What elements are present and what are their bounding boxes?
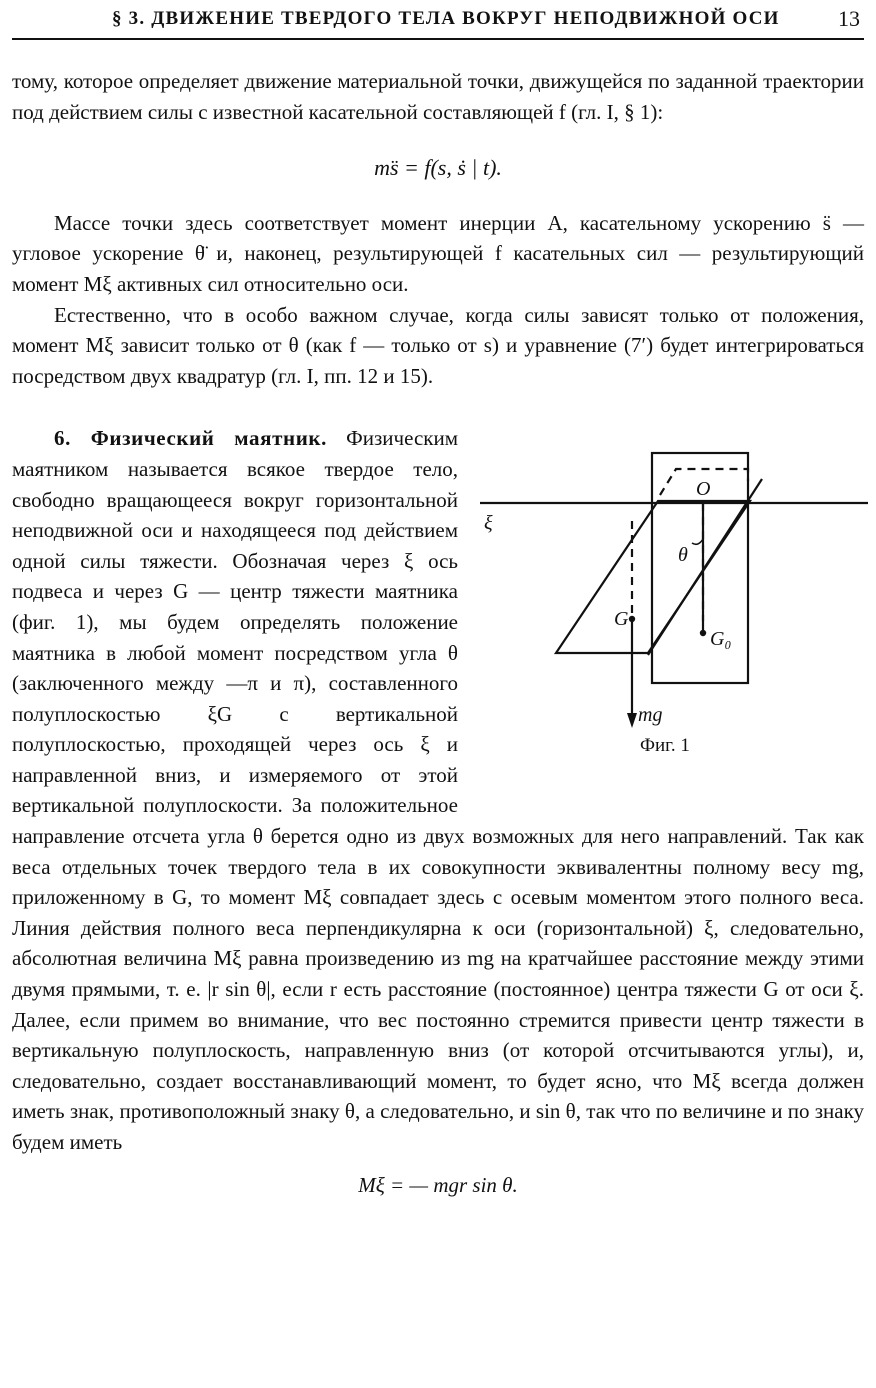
page [12,0,864,1388]
theta-arc [692,539,703,544]
mg-label: mg [638,704,663,727]
text-body [12,66,864,1200]
page-number: 13 [838,6,860,31]
o-label: O [696,478,711,501]
paragraph-4-text: Физическим маятником называется всякое твердое тело, свободно вращающееся вокруг горизонтальной неподвижной оси и находящееся под действием одной силы тяжести. Обозначая через ξ ось подвеса и через G — центр тяжести маятника (фиг. 1), мы будем определять положение маятника в любой момент посредством угла θ (заключенного между —π и π), составленного полуплоскостью ξG с вертикальной полуплоскостью, проходящей через ось ξ и направленной вниз, и измеряемого от этой вертикальной полуплоскости. За положительное направление отсчета угла θ берется одно из двух возможных для него направлений. Так как веса отдельных точек твердого тела в их совокупности эквивалентны полному весу mg, приложенному в G, то момент Mξ совпадает здесь с осевым моментом этого полного веса. Линия действия полного веса перпендикулярна к оси (горизонтальной) ξ, следовательно, абсолютная величина Mξ равна произведению из mg на кратчайшее расстояние между этими двумя прямыми, т. е. |r sin θ|, если r есть расстояние (постоянное) центра тяжести G от оси ξ. Далее, если примем во внимание, что вес постоянно стремится привести центр тяжести в вертикальную полуплоскость, направленную вниз (от которой отсчитываются углы), и, следовательно, создает восстанавливающий момент, то будет ясно, что Mξ всегда должен иметь знак, противоположный знаку θ, а следовательно, и sin θ, так что по величине и по знаку будем иметь [12,426,864,1154]
header-rule [12,38,864,40]
formula-2: Mξ = — mgr sin θ. [358,1172,518,1197]
g-point [629,616,635,622]
running-header [12,6,864,36]
section-heading: 6. Физический маятник. [54,426,327,451]
paragraph-2: Массе точки здесь соответствует момент инерции A, касательному ускорению s̈ — угловое ускорение θ̈ и, наконец, результирующей f касательных сил — результирующий момент Mξ активных сил относительно оси. [12,210,864,296]
paragraph-1: тому, которое определяет движение материальной точки, движущейся по заданной траектории под действием силы с известной касательной составляющей f (гл. I, § 1): [12,69,864,124]
theta-label: θ [678,544,688,567]
mg-arrowhead [627,713,637,728]
axis-label: ξ [484,512,493,535]
g0-label: G₀ [710,628,732,651]
section-gap [12,391,864,423]
slant-line [648,479,762,655]
header-title: § 3. ДВИЖЕНИЕ ТВЕРДОГО ТЕЛА ВОКРУГ НЕПОДВИЖНОЙ ОСИ [112,8,780,29]
paragraph-3: Естественно, что в особо важном случае, когда силы зависят только от положения, момент Mξ зависит только от θ (как f — только от s) и уравнение (7′) будет интегрироваться посредством двух квадратур (гл. I, пп. 12 и 15). [12,302,864,388]
figure-caption: Фиг. 1 [640,735,690,757]
g0-point [700,630,706,636]
figure-1 [470,423,870,798]
g-label: G [614,608,629,631]
formula-1: ms̈ = f(s, ṡ | t). [374,155,502,181]
